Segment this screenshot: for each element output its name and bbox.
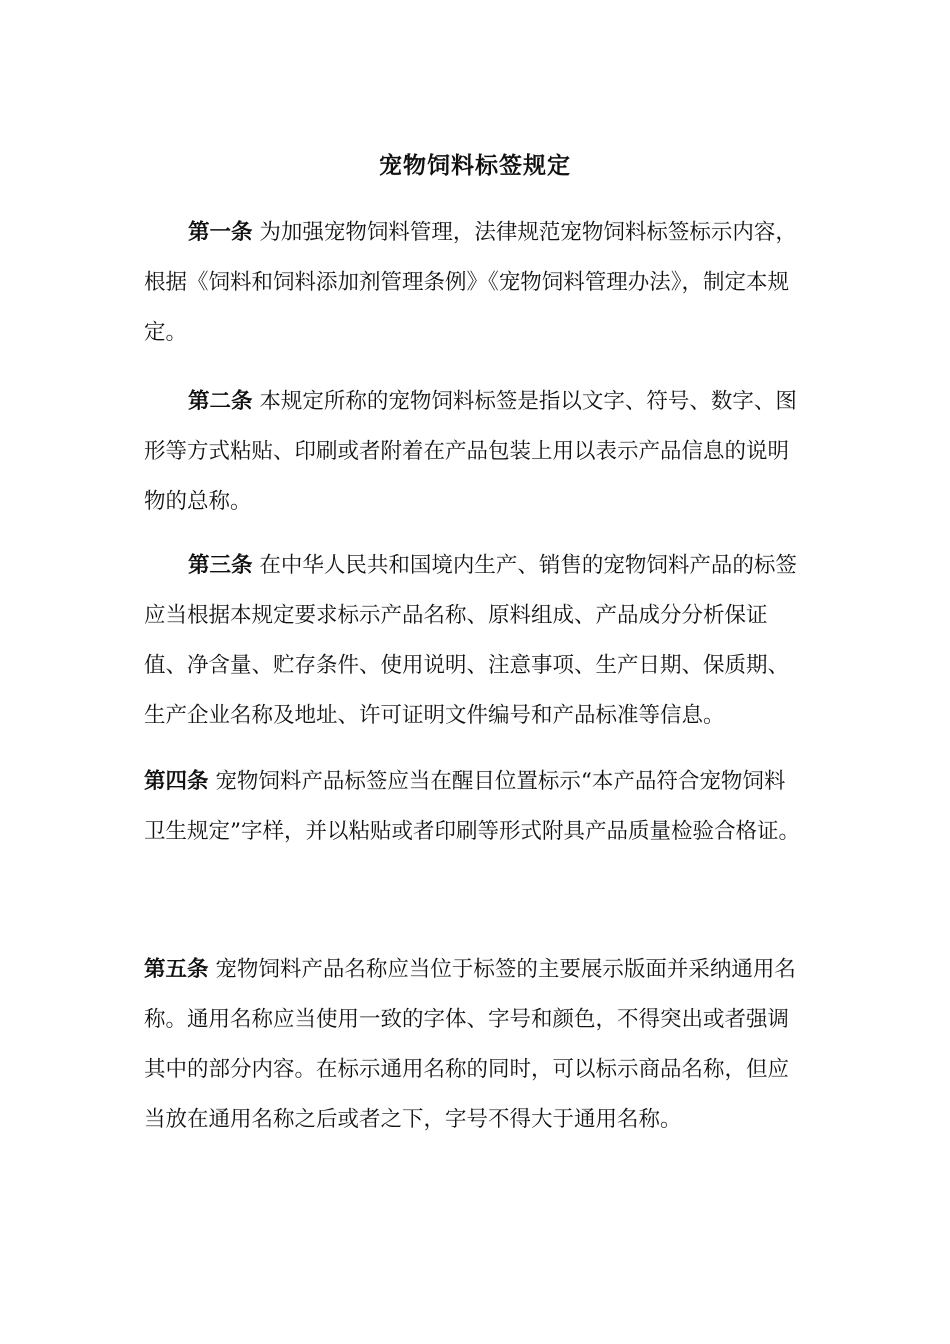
article-3-label: 第三条 bbox=[188, 553, 253, 578]
article-3 bbox=[144, 541, 804, 741]
article-1 bbox=[144, 208, 804, 358]
article-1-text: 为加强宠物饲料管理，法律规范宠物饲料标签标示内容，根据《饲料和饲料添加剂管理条例》《宠物饲料管理办法》，制定本规定。 bbox=[144, 220, 797, 345]
article-4-label: 第四条 bbox=[144, 769, 209, 794]
article-2-text: 本规定所称的宠物饲料标签是指以文字、符号、数字、图形等方式粘贴、印刷或者附着在产品包装上用以表示产品信息的说明物的总称。 bbox=[144, 389, 797, 514]
article-2-label: 第二条 bbox=[188, 389, 253, 414]
article-5-text: 宠物饲料产品名称应当位于标签的主要展示版面并采纳通用名称。通用名称应当使用一致的字体、字号和颜色，不得突出或者强调其中的部分内容。在标示通用名称的同时，可以标示商品名称，但应当放在通用名称之后或者之下，字号不得大于通用名称。 bbox=[144, 957, 796, 1132]
article-3-text: 在中华人民共和国境内生产、销售的宠物饲料产品的标签应当根据本规定要求标示产品名称、原料组成、产品成分分析保证值、净含量、贮存条件、使用说明、注意事项、生产日期、保质期、生产企业名称及地址、许可证明文件编号和产品标准等信息。 bbox=[144, 553, 797, 728]
article-5 bbox=[144, 945, 804, 1145]
document-title: 宠物饲料标签规定 bbox=[379, 152, 571, 179]
article-4-text: 宠物饲料产品标签应当在醒目位置标示“本产品符合宠物饲料卫生规定”字样，并以粘贴或者印刷等形式附具产品质量检验合格证。 bbox=[144, 769, 800, 844]
article-5-label: 第五条 bbox=[144, 957, 209, 982]
article-1-label: 第一条 bbox=[188, 220, 253, 245]
article-4 bbox=[144, 757, 804, 857]
article-2 bbox=[144, 377, 804, 527]
